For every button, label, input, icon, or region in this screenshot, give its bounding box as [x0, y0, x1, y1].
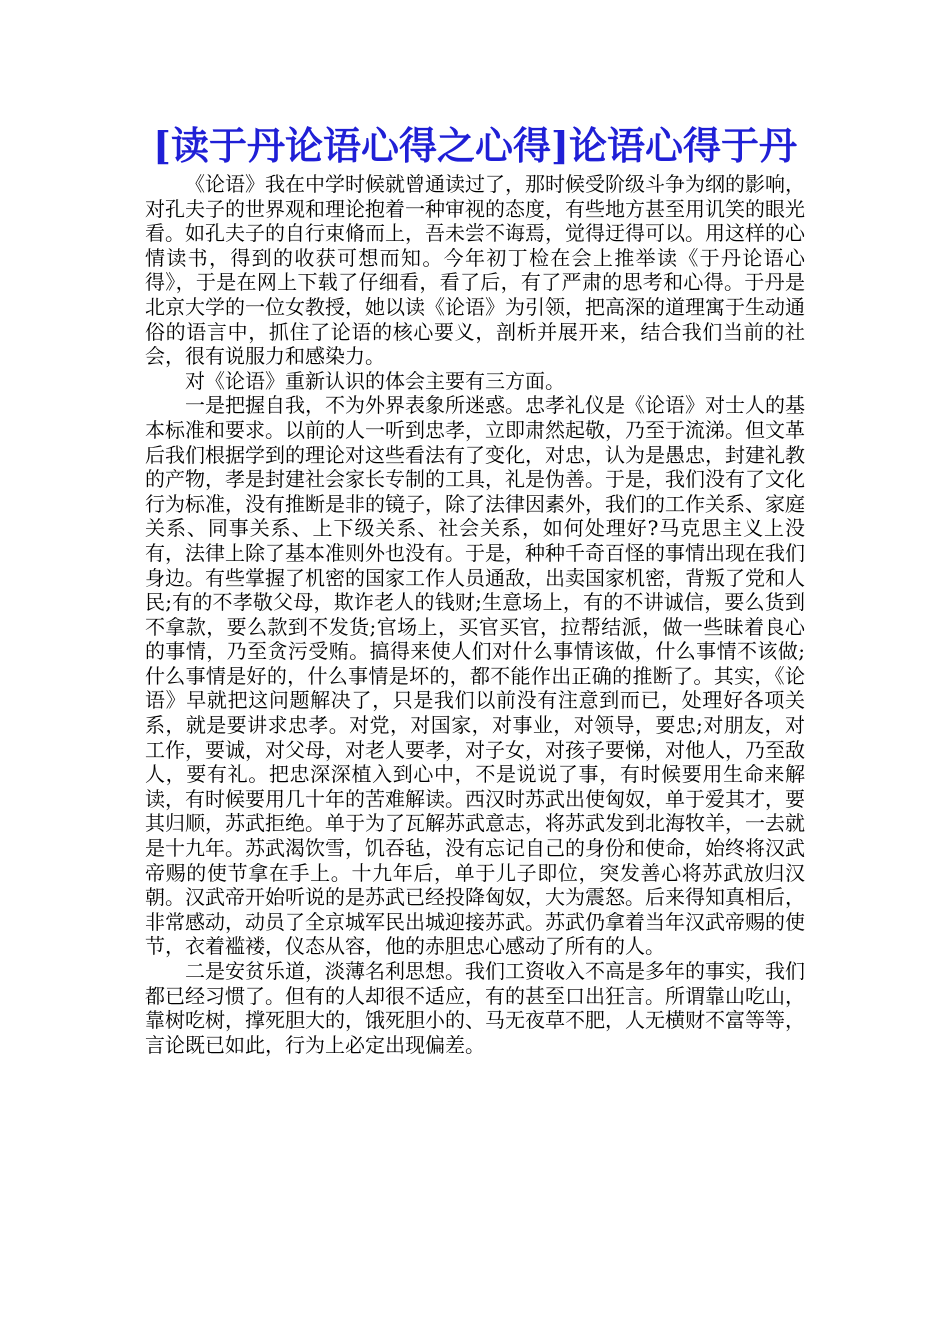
paragraph-point-two: 二是安贫乐道，淡薄名利思想。我们工资收入不高是多年的事实，我们都已经习惯了。但有的人却很不适应，有的甚至口出狂言。所谓靠山吃山，靠树吃树，撑死胆大的，饿死胆小的、马无夜草不肥，人无横财不富等等，言论既已如此，行为上必定出现偏差。: [145, 959, 805, 1057]
paragraph-point-one: 一是把握自我，不为外界表象所迷惑。忠孝礼仪是《论语》对士人的基本标准和要求。以前的人一听到忠孝，立即肃然起敬，乃至于流涕。但文革后我们根据学到的理论对这些看法有了变化，对忠，认为是愚忠，封建礼教的产物，孝是封建社会家长专制的工具，礼是伪善。于是，我们没有了文化行为标准，没有推断是非的镜子，除了法律因素外，我们的工作关系、家庭关系、同事关系、上下级关系、社会关系，如何处理好?马克思主义上没有，法律上除了基本准则外也没有。于是，种种千奇百怪的事情出现在我们身边。有些掌握了机密的国家工作人员通敌，出卖国家机密，背叛了党和人民;有的不孝敬父母，欺诈老人的钱财;生意场上，有的不讲诚信，要么货到不拿款，要么款到不发货;官场上，买官买官，拉帮结派，做一些昧着良心的事情，乃至贪污受贿。搞得来使人们对什么事情该做，什么事情不该做;什么事情是好的，什么事情是坏的，都不能作出正确的推断了。其实，《论语》早就把这问题解决了，只是我们以前没有注意到而已，处理好各项关系，就是要讲求忠孝。对党，对国家，对事业，对领导，要忠;对朋友，对工作，要诚，对父母，对老人要孝，对子女，对孩子要悌，对他人，乃至敌人，要有礼。把忠深深植入到心中，不是说说了事，有时候要用生命来解读，有时候要用几十年的苦难解读。西汉时苏武出使匈奴，单于爱其才，要其归顺，苏武拒绝。单于为了瓦解苏武意志，将苏武发到北海牧羊，一去就是十九年。苏武渴饮雪，饥吞毡，没有忘记自己的身份和使命，始终将汉武帝赐的使节拿在手上。十九年后，单于儿子即位，突发善心将苏武放归汉朝。汉武帝开始听说的是苏武已经投降匈奴，大为震怒。后来得知真相后，非常感动，动员了全京城军民出城迎接苏武。苏武仍拿着当年汉武帝赐的使节，衣着褴褛，仪态从容，他的赤胆忠心感动了所有的人。: [145, 393, 805, 959]
document-page: [145, 122, 805, 1057]
document-title: [读于丹论语心得之心得]论语心得于丹: [153, 123, 797, 168]
document-body: [145, 172, 805, 1057]
paragraph-summary: 对《论语》重新认识的体会主要有三方面。: [185, 368, 565, 393]
paragraph-intro: 《论语》我在中学时候就曾通读过了，那时候受阶级斗争为纲的影响，对孔夫子的世界观和理论抱着一种审视的态度，有些地方甚至用讥笑的眼光看。如孔夫子的自行束脩而上，吾未尝不诲焉，觉得迂得可以。用这样的心情读书，得到的收获可想而知。今年初丁检在会上推举读《于丹论语心得》，于是在网上下载了仔细看，看了后，有了严肃的思考和心得。于丹是北京大学的一位女教授，她以读《论语》为引领，把高深的道理寓于生动通俗的语言中，抓住了论语的核心要义，剖析并展开来，结合我们当前的社会，很有说服力和感染力。: [145, 172, 805, 369]
